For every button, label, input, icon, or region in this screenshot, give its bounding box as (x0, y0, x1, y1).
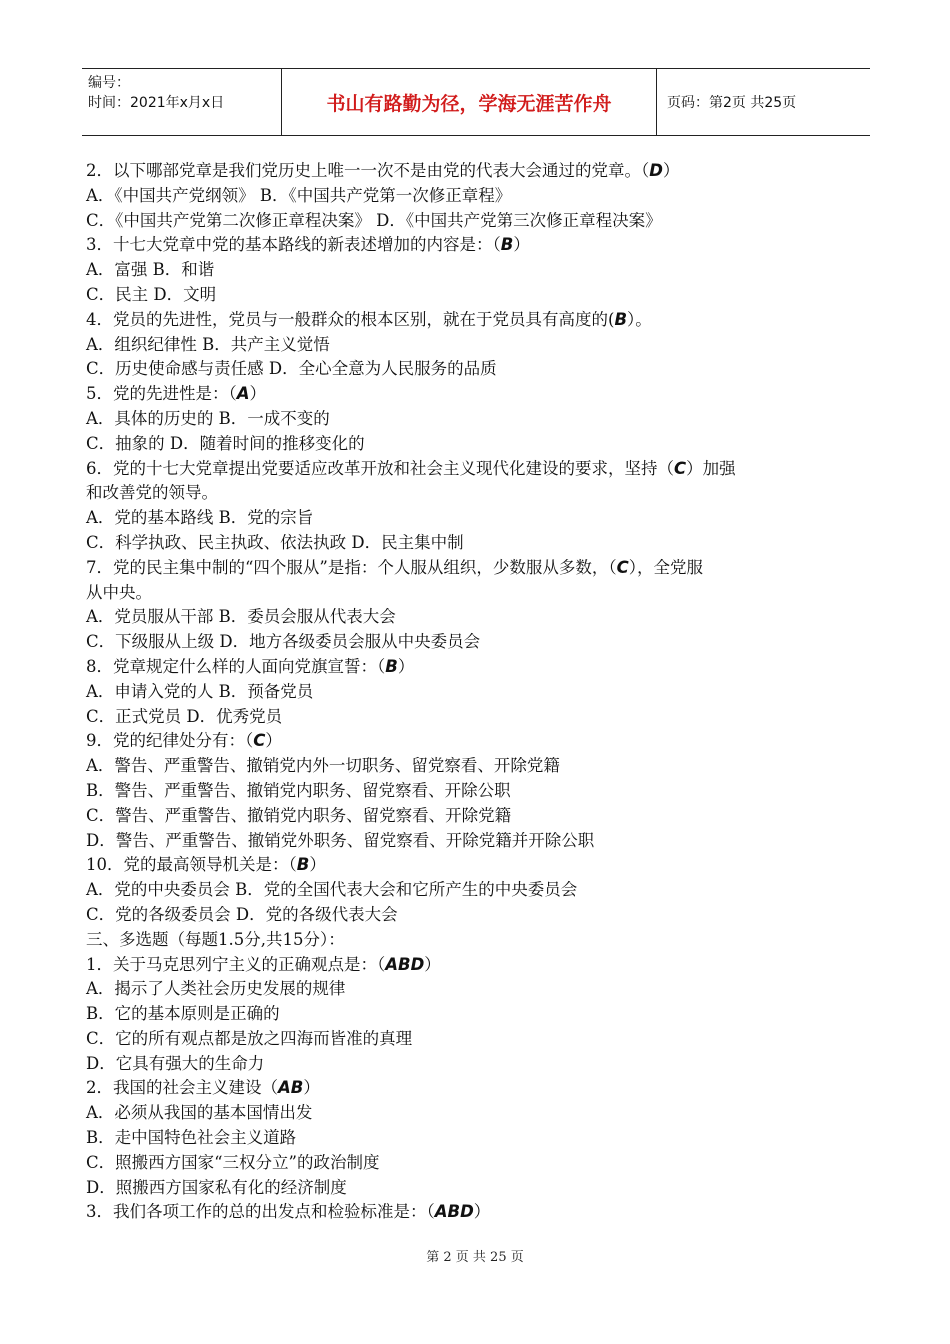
line-text: A．党员服从干部 B．委员会服从代表大会 (86, 607, 396, 627)
text-line (86, 481, 846, 506)
line-text: A．申请入党的人 B．预备党员 (86, 681, 314, 701)
header-meta-cell (82, 69, 282, 135)
line-text: 3．我们各项工作的总的出发点和检验标准是：（ (86, 1202, 435, 1222)
line-text: 6．党的十七大党章提出党要适应改革开放和社会主义现代化建设的要求，坚持（ (86, 458, 674, 478)
text-line (86, 605, 846, 630)
line-text-tail: ） (513, 235, 530, 255)
line-text-tail: ） (397, 656, 415, 676)
line-text: A．富强 B．和谐 (86, 260, 215, 280)
line-text: 10．党的最高领导机关是：（ (86, 855, 297, 875)
line-text: C．《中国共产党第二次修正章程决案》 D．《中国共产党第三次修正章程决案》 (86, 210, 662, 230)
text-line (86, 159, 846, 184)
answer-mark: AB (278, 1078, 304, 1098)
line-text: C．抽象的 D．随着时间的推移变化的 (86, 433, 365, 453)
text-line (86, 556, 846, 581)
text-line (86, 977, 846, 1002)
line-text-tail: ） (265, 731, 282, 751)
text-line (86, 953, 846, 978)
answer-mark: ABD (385, 954, 425, 974)
line-text: 从中央。 (86, 582, 152, 602)
line-text: D．它具有强大的生命力 (86, 1053, 265, 1073)
line-text: 4．党员的先进性，党员与一般群众的根本区别，就在于党员具有高度的( (86, 309, 615, 329)
line-text-tail: ）加强 (686, 458, 736, 478)
line-text-tail: ） (249, 384, 267, 404)
text-line (86, 382, 846, 407)
line-text: D．警告、严重警告、撤销党外职务、留党察看、开除党籍并开除公职 (86, 830, 595, 850)
line-text: D．照搬西方国家私有化的经济制度 (86, 1177, 347, 1197)
line-text: A．警告、严重警告、撤销党内外一切职务、留党察看、开除党籍 (86, 756, 560, 776)
answer-mark: ABD (434, 1202, 474, 1222)
time-label: 时间：2021年x月x日 (88, 95, 225, 111)
text-line (86, 184, 846, 209)
answer-mark: B (500, 235, 514, 255)
line-text: A．党的中央委员会 B．党的全国代表大会和它所产生的中央委员会 (86, 880, 578, 900)
text-line (86, 357, 846, 382)
answer-mark: B (385, 656, 398, 676)
line-text: A．组织纪律性 B．共产主义觉悟 (86, 334, 330, 354)
line-text: B．它的基本原则是正确的 (86, 1004, 280, 1024)
line-text: 三、多选题（每题1.5分,共15分）： (86, 929, 345, 949)
text-line (86, 680, 846, 705)
text-line (86, 581, 846, 606)
text-line (86, 754, 846, 779)
line-text-tail: ） (303, 1078, 320, 1098)
text-line (86, 333, 846, 358)
text-line (86, 829, 846, 854)
text-line (86, 1176, 846, 1201)
line-text-tail: ），全党服 (628, 557, 703, 577)
text-line (86, 283, 846, 308)
line-text: C．科学执政、民主执政、依法执政 D．民主集中制 (86, 532, 464, 552)
text-line (86, 308, 846, 333)
line-text: A．《中国共产党纲领》 B．《中国共产党第一次修正章程》 (86, 185, 512, 205)
line-text: C．警告、严重警告、撤销党内职务、留党察看、开除党籍 (86, 805, 512, 825)
text-line (86, 1200, 846, 1225)
page-info: 页码：第2页 共25页 (667, 95, 797, 111)
text-line (86, 804, 846, 829)
line-text: C．民主 D．文明 (86, 284, 217, 304)
header-motto-cell (282, 69, 657, 135)
line-text: C．历史使命感与责任感 D．全心全意为人民服务的品质 (86, 359, 497, 379)
motto-text: 书山有路勤为径，学海无涯苦作舟 (326, 92, 612, 115)
answer-mark: C (253, 731, 266, 751)
footer-page-number: 第 2 页 共 25 页 (426, 1250, 524, 1265)
text-line (86, 506, 846, 531)
line-text: A．具体的历史的 B．一成不变的 (86, 408, 330, 428)
line-text: 8．党章规定什么样的人面向党旗宣誓：（ (86, 656, 386, 676)
text-line (86, 1101, 846, 1126)
text-line (86, 407, 846, 432)
line-text: 2．我国的社会主义建设（ (86, 1078, 278, 1098)
line-text: 3．十七大党章中党的基本路线的新表述增加的内容是：（ (86, 235, 501, 255)
page-footer (0, 1246, 950, 1265)
text-line (86, 630, 846, 655)
line-text: 2．以下哪部党章是我们党历史上唯一一次不是由党的代表大会通过的党章。（ (86, 161, 650, 180)
answer-mark: C (674, 458, 687, 478)
line-text: C．下级服从上级 D．地方各级委员会服从中央委员会 (86, 632, 481, 652)
number-label: 编号： (88, 75, 130, 91)
text-line (86, 233, 846, 258)
text-line (86, 655, 846, 680)
text-line (86, 903, 846, 928)
text-line (86, 432, 846, 457)
text-line (86, 1126, 846, 1151)
text-line (86, 878, 846, 903)
text-line (86, 729, 846, 754)
answer-mark: C (616, 557, 629, 577)
line-text: C．党的各级委员会 D．党的各级代表大会 (86, 904, 398, 924)
text-line (86, 928, 846, 953)
answer-mark: A (236, 384, 250, 404)
text-line (86, 1002, 846, 1027)
line-text-tail: ）。 (627, 309, 652, 329)
line-text: C．照搬西方国家“三权分立”的政治制度 (86, 1152, 380, 1172)
line-text: B．警告、严重警告、撤销党内职务、留党察看、开除公职 (86, 780, 511, 800)
line-text: C．正式党员 D．优秀党员 (86, 706, 283, 726)
line-text: 9．党的纪律处分有：（ (86, 731, 254, 751)
line-text: 7．党的民主集中制的“四个服从”是指：个人服从组织，少数服从多数，（ (86, 557, 617, 577)
text-line (86, 705, 846, 730)
line-text: 和改善党的领导。 (86, 483, 218, 503)
line-text: A．党的基本路线 B．党的宗旨 (86, 508, 314, 528)
text-line (86, 258, 846, 283)
page-header (82, 68, 870, 136)
line-text-tail: ） (662, 161, 680, 180)
text-line (86, 209, 846, 234)
line-text-tail: ） (473, 1202, 491, 1222)
line-text: B．走中国特色社会主义道路 (86, 1128, 297, 1148)
answer-mark: D (649, 161, 663, 180)
answer-mark: B (614, 309, 628, 329)
line-text: A．必须从我国的基本国情出发 (86, 1103, 313, 1123)
line-text-tail: ） (424, 954, 441, 974)
answer-mark: B (296, 855, 310, 875)
text-line (86, 779, 846, 804)
line-text-tail: ） (309, 855, 326, 875)
text-line (86, 853, 846, 878)
text-line (86, 531, 846, 556)
line-text: C．它的所有观点都是放之四海而皆准的真理 (86, 1028, 413, 1048)
text-line (86, 1076, 846, 1101)
document-body (86, 159, 846, 1225)
line-text: 1．关于马克思列宁主义的正确观点是：（ (86, 954, 386, 974)
text-line (86, 1027, 846, 1052)
header-page-cell (657, 69, 870, 135)
line-text: A．揭示了人类社会历史发展的规律 (86, 979, 346, 999)
line-text: 5．党的先进性是：（ (86, 384, 237, 404)
text-line (86, 1151, 846, 1176)
text-line (86, 457, 846, 482)
text-line (86, 1052, 846, 1077)
